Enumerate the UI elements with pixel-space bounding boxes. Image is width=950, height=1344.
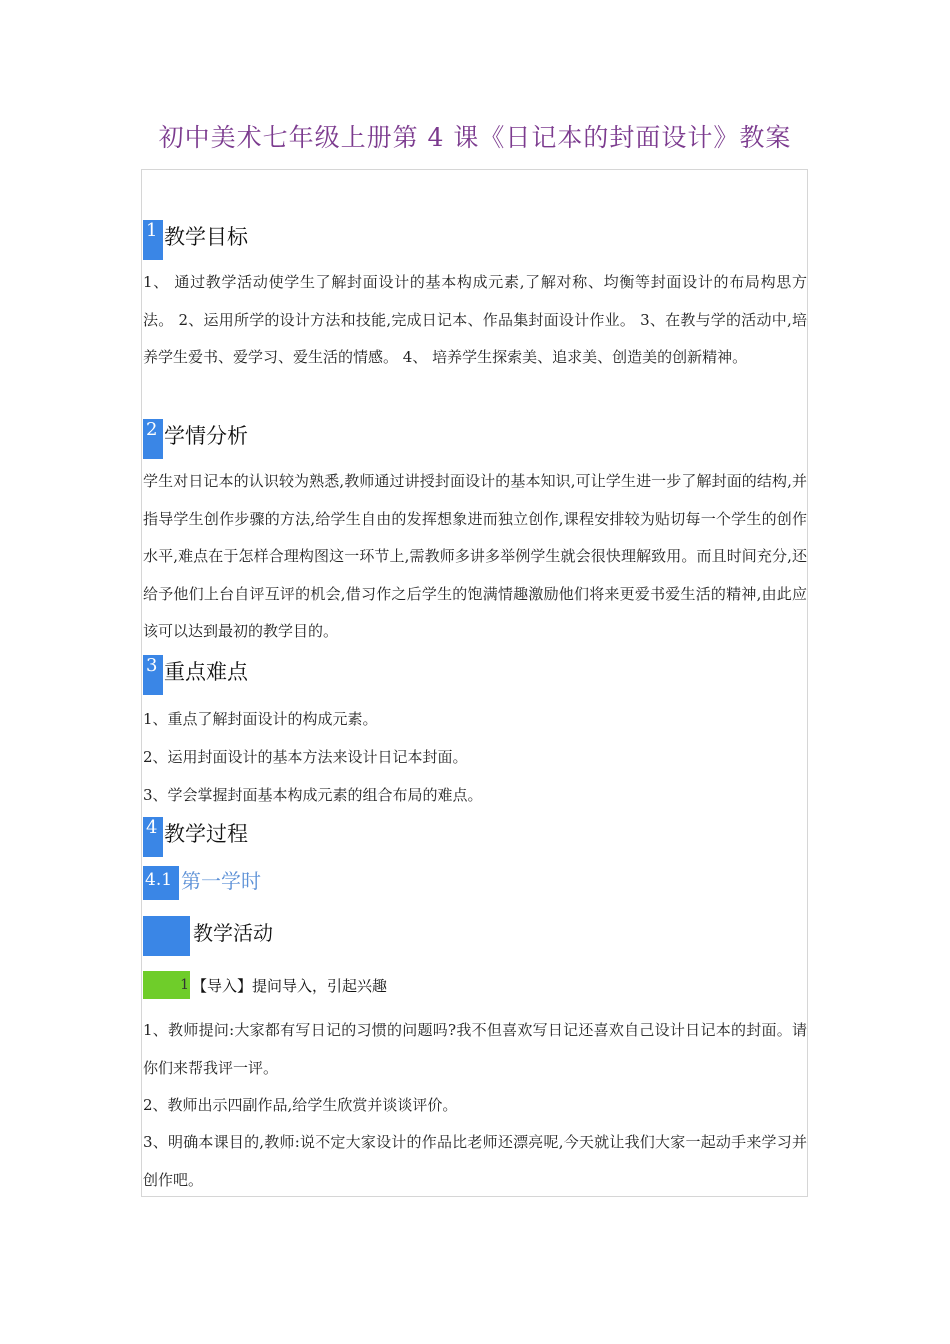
section-label: 教学目标	[164, 225, 248, 249]
step-heading-intro	[143, 971, 387, 999]
section-label: 教学过程	[164, 822, 248, 846]
step-label: 【导入】提问导入，引起兴趣	[192, 976, 388, 995]
section-heading-analysis	[143, 419, 248, 459]
goals-paragraph: 1、 通过教学活动使学生了解封面设计的基本构成元素,了解对称、均衡等封面设计的布局构思方法。 2、运用所学的设计方法和技能,完成日记本、作品集封面设计作业。 3、在教与学的活动中,培养学生爱书、爱学习、爱生活的情感。 4、 培养学生探索美、追求美、创造美的创新精神。	[143, 273, 807, 366]
activity-heading	[143, 916, 273, 956]
intro-paragraph-1: 1、教师提问:大家都有写日记的习惯的问题吗?我不但喜欢写日记还喜欢自己设计日记本的封面。请你们来帮我评一评。	[143, 1021, 807, 1077]
key-point-item: 1、重点了解封面设计的构成元素。	[143, 710, 378, 728]
section-label: 重点难点	[164, 660, 248, 684]
step-number: 1	[143, 971, 190, 999]
activity-label: 教学活动	[193, 921, 273, 945]
document-title: 初中美术七年级上册第 4 课《日记本的封面设计》教案	[158, 123, 792, 152]
subsection-number: 4.1	[143, 866, 179, 900]
analysis-paragraph: 学生对日记本的认识较为熟悉,教师通过讲授封面设计的基本知识,可让学生进一步了解封面的结构,并指导学生创作步骤的方法,给学生自由的发挥想象进而独立创作,课程安排较为贴切每一个学生的创作水平,难点在于怎样合理构图这一环节上,需教师多讲多举例学生就会很快理解致用。而且时间充分,还给予他们上台自评互评的机会,借习作之后学生的饱满情趣激励他们将来更爱书爱生活的精神,由此应该可以达到最初的教学目的。	[143, 472, 807, 640]
section-label: 学情分析	[164, 424, 248, 448]
subsection-heading-first-period	[143, 866, 261, 900]
subsection-label: 第一学时	[181, 869, 261, 893]
intro-paragraph-3: 3、明确本课目的,教师:说不定大家设计的作品比老师还漂亮呢,今天就让我们大家一起动手来学习并创作吧。	[143, 1133, 807, 1189]
section-heading-goals	[143, 220, 248, 260]
activity-marker	[143, 916, 190, 956]
section-number: 3	[143, 655, 163, 695]
section-heading-process	[143, 817, 248, 857]
section-number: 4	[143, 817, 163, 857]
section-heading-key-points	[143, 655, 248, 695]
section-number: 2	[143, 419, 163, 459]
section-number: 1	[143, 220, 163, 260]
key-point-item: 2、运用封面设计的基本方法来设计日记本封面。	[143, 748, 468, 766]
key-point-item: 3、学会掌握封面基本构成元素的组合布局的难点。	[143, 786, 483, 804]
intro-paragraph-2: 2、教师出示四副作品,给学生欣赏并谈谈评价。	[143, 1096, 458, 1114]
